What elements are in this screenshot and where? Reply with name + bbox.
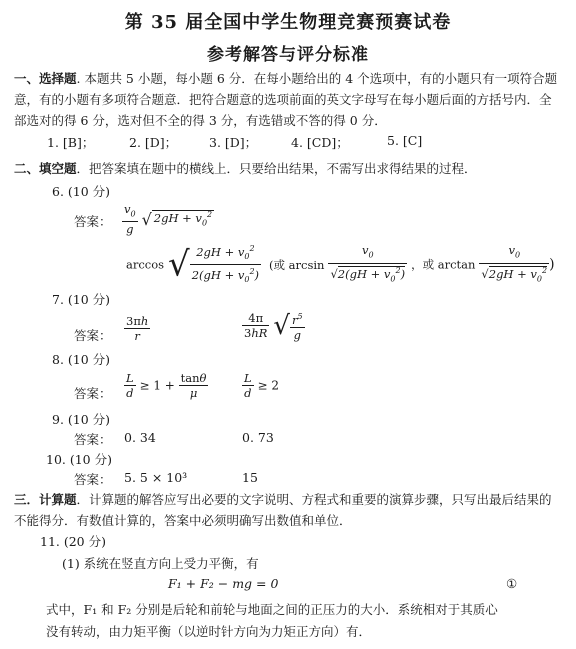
answer-3: 3. [D]；: [209, 135, 258, 150]
q6-or2-label: ，或 arctan: [411, 257, 476, 272]
answer-5: 5. [C]: [387, 133, 423, 148]
section-3-text: ．计算题的解答应写出必要的文字说明、方程式和重要的演算步骤，只写出最后结果的不能得分．有数值计算的，答案中必须明确写出数值和单位．: [14, 492, 552, 528]
q7-answer-label: 答案：: [74, 328, 112, 343]
q7-formula-1: $\frac{3\pi h}{r}$: [126, 314, 149, 343]
q11-step1: (1) 系统在竖直方向上受力平衡，有: [62, 556, 259, 571]
q9-answer-b: 0. 73: [242, 430, 274, 445]
q8-formula-1: $\frac{L}{d}$ ≥ 1 + $\frac{\tan\theta}{\mu}$: [126, 371, 207, 400]
q10-label: 10. (10 分): [46, 452, 112, 467]
q6-formula-2: arccos √ $\frac{2gH + v_0^2}{2(gH + v_0^2)}$ (或 arcsin $\frac{v_0}{√2(gH + v_0^2)}$ ，或 arctan $\frac{v_0}{√2gH + v_0^2}$ ): [126, 243, 555, 285]
answer-1: 1. [B]；: [47, 135, 95, 150]
q11-equation-1: F₁ + F₂ − mg = 0: [168, 576, 279, 591]
q11-line2: 式中，F₁ 和 F₂ 分别是后轮和前轮与地面之间的正压力的大小．系统相对于其质心: [46, 602, 498, 617]
q6-label: 6. (10 分): [52, 184, 111, 199]
q8-answer-label: 答案：: [74, 386, 112, 401]
section-1-heading: 一、选择题: [14, 71, 77, 86]
section-3-intro: [14, 489, 562, 531]
q9-label: 9. (10 分): [52, 412, 111, 427]
section-2-intro: [14, 158, 562, 179]
q10-answer-b: 15: [242, 470, 258, 485]
q10-answer-label: 答案：: [74, 472, 112, 487]
section-3-heading: 三．计算题: [14, 492, 77, 507]
q6-or-label: (或 arcsin: [269, 257, 325, 272]
page-subtitle: 参考解答与评分标准: [207, 45, 369, 65]
equation-number-1: ①: [506, 576, 518, 591]
q7-label: 7. (10 分): [52, 292, 111, 307]
section-1-intro: [14, 68, 562, 131]
q9-answer-a: 0. 34: [124, 430, 156, 445]
q6-answer-label: 答案：: [74, 214, 112, 229]
answer-4: 4. [CD]；: [291, 135, 349, 150]
q6-formula-1: $\frac{v_0}{g}$ √ $2gH + v_0^2$: [124, 202, 213, 237]
q9-answer-label: 答案：: [74, 432, 112, 447]
page-title: 第 35 届全国中学生物理竞赛预赛试卷: [124, 12, 452, 33]
answer-2: 2. [D]；: [129, 135, 178, 150]
q10-answer-a: 5. 5 × 10³: [124, 470, 188, 485]
q7-formula-2: $\frac{4\pi}{3hR}$ √ $\frac{r^5}{g}$: [244, 310, 303, 342]
q8-formula-2: $\frac{L}{d}$ ≥ 2: [244, 371, 279, 400]
section-2-heading: 二、填空题: [14, 161, 77, 176]
section-2-text: ．把答案填在题中的横线上．只要给出结果，不需写出求得结果的过程．: [76, 161, 477, 176]
q8-label: 8. (10 分): [52, 352, 111, 367]
section-1-text: . 本题共 5 小题，每小题 6 分．在每小题给出的 4 个选项中，有的小题只有一项符合题意，有的小题有多项符合题意．把符合题意的选项前面的英文字母写在每小题后面的方括号内．全部选对的得 6 分，选对但不全的得 3 分，有选错或不答的得 0 分．: [14, 71, 558, 128]
q11-label: 11. (20 分): [40, 534, 106, 549]
q11-line3: 没有转动，由力矩平衡（以逆时针方向为力矩正方向）有．: [46, 624, 372, 639]
